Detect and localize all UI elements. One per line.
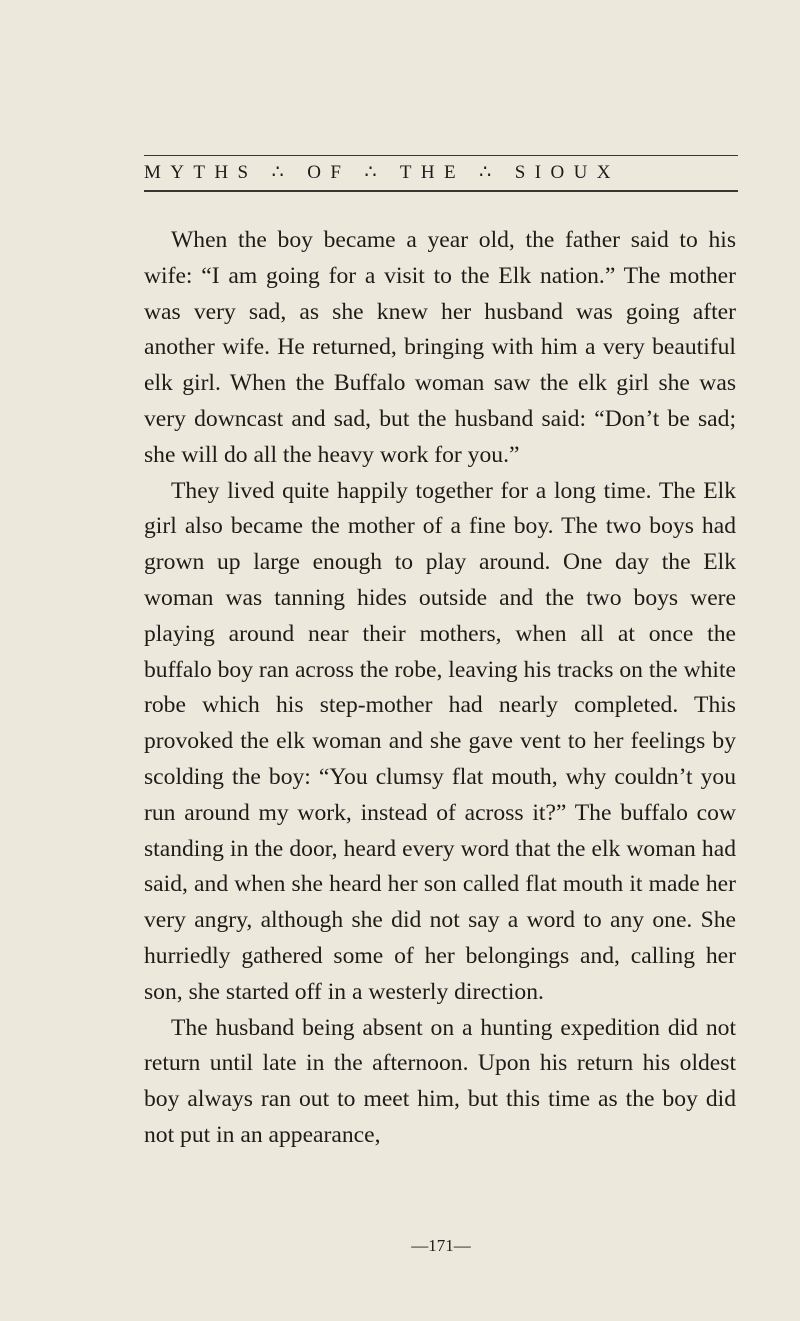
paragraph-1: When the boy became a year old, the father said to his wife: “I am going for a visit to the Elk nation.” The mother was very sad, as she knew her husband was going after another wife. He returned, bringing with him a very beautiful elk girl. When the Buffalo woman saw the elk girl she was very downcast and sad, but the husband said: “Don’t be sad; she will do all the heavy work for you.” [144, 227, 736, 468]
paragraph-2: They lived quite happily together for a long time. The Elk girl also became the mother of a fine boy. The two boys had grown up large enough to play around. One day the Elk woman was tanning hides outside and the two boys were playing around near their mothers, when all at once the buffalo boy ran across the robe, leaving his tracks on the white robe which his step-mother had nearly completed. This provoked the elk woman and she gave vent to her feelings by scolding the boy: “You clumsy flat mouth, why couldn’t you run around my work, instead of across it?” The buffalo cow standing in the door, heard every word that the elk woman had said, and when she heard her son called flat mouth it made her very angry, although she did not say a word to any one. She hurriedly gathered some of her belongings and, calling her son, she started off in a westerly direction. [144, 477, 736, 1005]
paragraph-3: The husband being absent on a hunting expedition did not return until late in the afternoon. Upon his return his oldest boy always ran out to meet him, but this time as the boy did not put in an appearance, [144, 1014, 736, 1148]
body-text [144, 223, 736, 1154]
running-head: MYTHS ∴ OF ∴ THE ∴ SIOUX [144, 162, 620, 183]
header-rule-top [144, 155, 738, 156]
page-number: —171— [411, 1236, 471, 1255]
header-rule-bottom [144, 190, 738, 192]
